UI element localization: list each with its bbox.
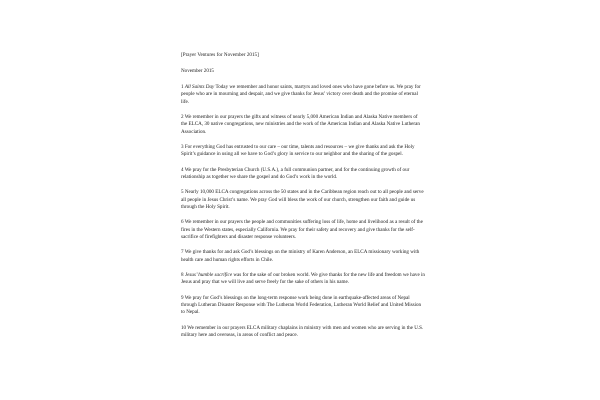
document-text-column (181, 52, 425, 339)
entry-number: 3 (181, 144, 185, 151)
entry-number: 5 (181, 189, 185, 196)
entry-text: We remember in our prayers the gifts and witness of nearly 5,000 American Indian and Alaska Native members of the ELCA, 30 native congregations, new ministries and the work of the American Indian and Alaska Native Lutheran Association. (181, 114, 420, 135)
entry-number: 2 (181, 114, 185, 121)
entry-text: We pray for God’s blessings on the long-term response work being done in earthquake-affected areas of Nepal through Lutheran Disaster Response with The Lutheran World Federation, Lutheran World Relief and United Mission to Nepal. (181, 294, 422, 316)
prayer-entry (181, 249, 425, 264)
entry-text: was for the sake of our broken world. We give thanks for the new life and freedom we have in Jesus and pray that we will live and serve freely for the sake of others in his name. (181, 272, 425, 286)
entry-number: 4 (181, 166, 185, 173)
entry-number: 6 (181, 219, 185, 226)
entry-number: 1 (181, 84, 185, 91)
entry-text: We remember in our prayers the people and communities suffering loss of life, home and livelihood as a result of the fires in the Western states, especially California. We pray for their safety and recovery and give thanks for the self-sacrifice of firefighters and disaster response volunteers. (181, 219, 423, 240)
entry-number: 9 (181, 294, 185, 301)
entry-text: We give thanks for and ask God’s blessings on the ministry of Karen Anderson, an ELCA missionary working with health care and human rights efforts in Chile. (181, 249, 420, 263)
entry-number: 7 (181, 249, 185, 256)
prayer-entry (181, 325, 425, 340)
prayer-entry (181, 219, 425, 241)
prayer-entry (181, 114, 425, 136)
entry-text: For everything God has entrusted to our care – our time, talents and resources – we give thanks and ask the Holy Spirit’s guidance in using all we have to God’s glory in service to our neighbor and the sharing of the gospel. (181, 144, 415, 158)
entry-text: Nearly 10,000 ELCA congregations across the 50 states and in the Caribbean region reach out to all people and serve all people in Jesus Christ’s name. We pray God will bless the work of our church, strengthen our faith and guide us through the Holy Spirit. (181, 189, 424, 210)
prayer-entry (181, 84, 425, 106)
document-date-line: November 2015 (181, 67, 214, 74)
prayer-entry (181, 144, 425, 159)
entry-lead: Jesus’ humble sacrifice (184, 272, 233, 278)
entry-text: We remember in our prayers ELCA military chaplains in ministry with men and women who are serving in the U.S. military here and overseas, in areas of conflict and peace. (181, 324, 424, 338)
prayer-entry (181, 295, 425, 317)
entry-lead: All Saints Day (184, 84, 215, 91)
document-title: [Prayer Ventures for November 2015] (181, 52, 259, 58)
entry-number: 10 (181, 324, 188, 331)
prayer-entry (181, 167, 425, 182)
prayer-entry (181, 189, 425, 211)
prayer-entry (181, 272, 425, 287)
prayer-entry-list (181, 84, 425, 339)
entry-number: 8 (181, 272, 185, 278)
entry-text: We pray for the Presbyterian Church (U.S.A.), a full communion partner, and for the continuing growth of our relationship as together we share the gospel and do God’s work in the world. (181, 166, 410, 180)
entry-text: Today we remember and honor saints, martyrs and loved ones who have gone before us. We pray for people who are in mourning and despair, and we give thanks for Jesus’ victory over death and the promise of eternal life. (181, 84, 421, 105)
